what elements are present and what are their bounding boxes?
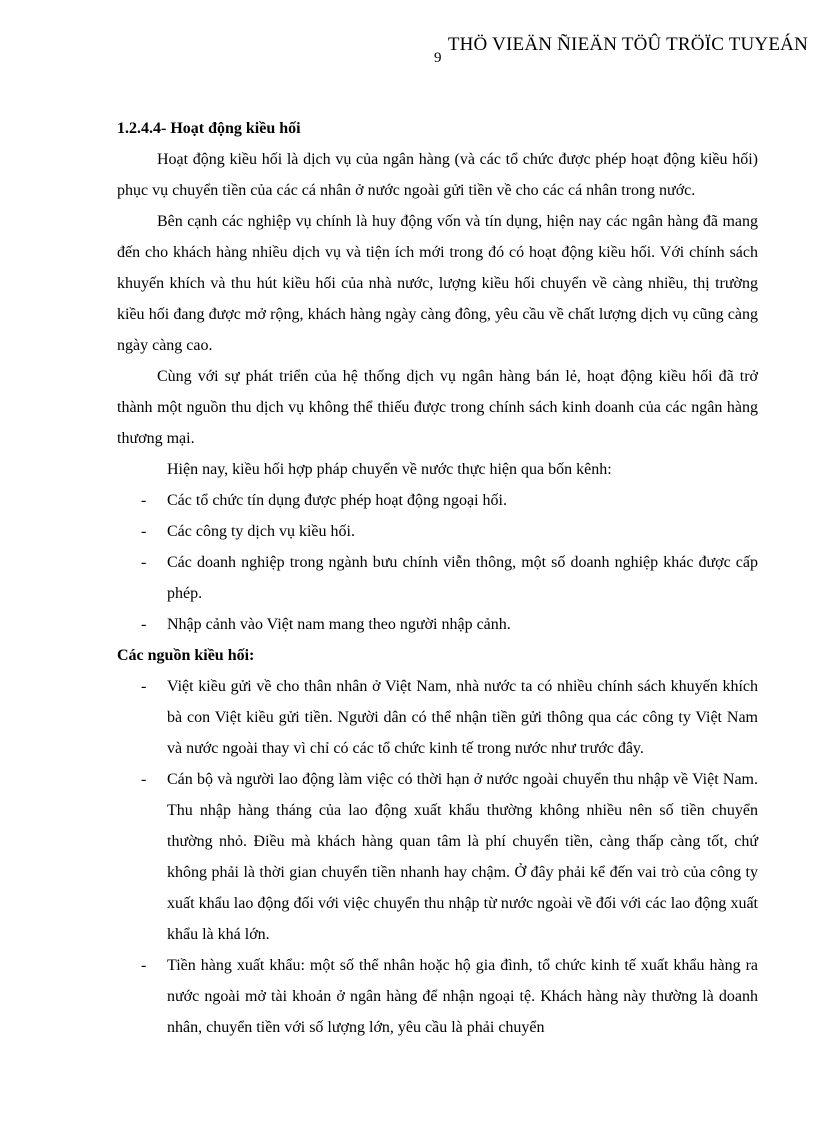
page-number: 9 xyxy=(434,50,442,66)
paragraph: Hoạt động kiều hối là dịch vụ của ngân hàng (và các tổ chức được phép hoạt động kiều hối) phục vụ chuyển tiền của các cá nhân ở nước ngoài gửi tiền về cho các cá nhân trong nước. xyxy=(117,151,758,199)
document-body xyxy=(117,113,758,1043)
bullet-dash: - xyxy=(141,492,147,509)
source-list-item xyxy=(117,671,758,764)
paragraph: Cùng với sự phát triển của hệ thống dịch vụ ngân hàng bán lẻ, hoạt động kiều hối đã trở thành một nguồn thu dịch vụ không thể thiếu được trong chính sách kinh doanh của các ngân hàng thương mại. xyxy=(117,368,758,447)
bullet-dash: - xyxy=(141,523,147,540)
source-text: Tiền hàng xuất khẩu: một số thể nhân hoặc hộ gia đình, tổ chức kinh tế xuất khẩu hàng ra nước ngoài mở tài khoản ở ngân hàng để nhận ngoại tệ. Khách hàng này thường là doanh nhân, chuyển tiền với số lượng lớn, yêu cầu là phải chuyển xyxy=(167,957,758,1036)
channel-text: Các tổ chức tín dụng được phép hoạt động ngoại hối. xyxy=(167,492,507,509)
bullet-dash: - xyxy=(141,678,147,695)
channel-text: Các công ty dịch vụ kiều hối. xyxy=(167,523,355,540)
bullet-dash: - xyxy=(141,771,147,788)
bullet-dash: - xyxy=(141,616,147,633)
paragraph: Bên cạnh các nghiệp vụ chính là huy động vốn và tín dụng, hiện nay các ngân hàng đã mang đến cho khách hàng nhiều dịch vụ và tiện ích mới trong đó có hoạt động kiều hối. Với chính sách khuyến khích và thu hút kiều hối của nhà nước, lượng kiều hối chuyển về càng nhiều, thị trường kiều hối đang được mở rộng, khách hàng ngày càng đông, yêu cầu về chất lượng dịch vụ cũng càng ngày càng cao. xyxy=(117,213,758,354)
sources-heading: Các nguồn kiều hối: xyxy=(117,647,255,664)
section-heading: 1.2.4.4- Hoạt động kiều hối xyxy=(117,120,301,137)
channel-list-item xyxy=(117,485,758,516)
channel-list-item xyxy=(117,547,758,609)
channel-text: Các doanh nghiệp trong ngành bưu chính viễn thông, một số doanh nghiệp khác được cấp phép. xyxy=(167,554,758,602)
header-banner: THÖ VIEÄN ÑIEÄN TÖÛ TRÖÏC TUYEÁN xyxy=(447,34,808,55)
source-list-item xyxy=(117,950,758,1043)
channel-list-item xyxy=(117,609,758,640)
channel-list-item xyxy=(117,516,758,547)
source-list-item xyxy=(117,764,758,950)
source-text: Cán bộ và người lao động làm việc có thời hạn ở nước ngoài chuyển thu nhập về Việt Nam. Thu nhập hàng tháng của lao động xuất khẩu thường không nhiều nên số tiền chuyển thường nhỏ. Điều mà khách hàng quan tâm là phí chuyển tiền, càng thấp càng tốt, chứ không phải là thời gian chuyển tiền nhanh hay chậm. Ở đây phải kể đến vai trò của công ty xuất khẩu lao động đối với việc chuyển thu nhập từ nước ngoài về đối với các lao động xuất khẩu là khá lớn. xyxy=(167,771,758,943)
source-text: Việt kiều gửi về cho thân nhân ở Việt Nam, nhà nước ta có nhiều chính sách khuyến khích bà con Việt kiều gửi tiền. Người dân có thể nhận tiền gửi thông qua các công ty Việt Nam và nước ngoài thay vì chỉ có các tổ chức kinh tế trong nước như trước đây. xyxy=(167,678,758,757)
channel-text: Nhập cảnh vào Việt nam mang theo người nhập cảnh. xyxy=(167,616,511,633)
bullet-dash: - xyxy=(141,554,147,571)
channels-intro: Hiện nay, kiều hối hợp pháp chuyển về nước thực hiện qua bốn kênh: xyxy=(167,461,612,478)
bullet-dash: - xyxy=(141,957,147,974)
